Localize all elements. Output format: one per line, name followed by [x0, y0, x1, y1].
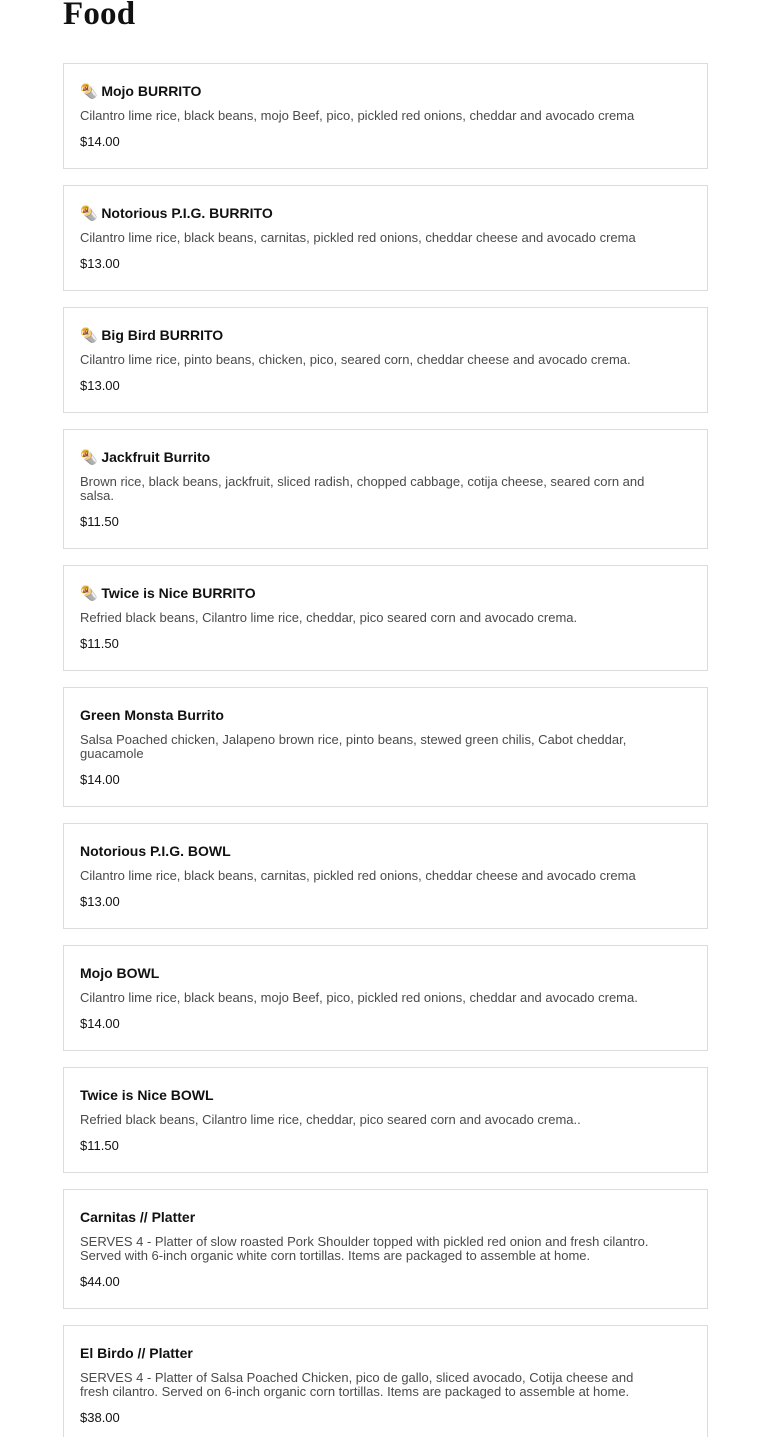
menu-item-price: $14.00: [80, 134, 120, 149]
menu-item-price: $14.00: [80, 772, 120, 787]
menu-item-price: $11.50: [80, 1138, 119, 1153]
menu-item-card[interactable]: [63, 687, 708, 807]
menu-item-card[interactable]: [63, 429, 708, 549]
menu-item-description: SERVES 4 - Platter of slow roasted Pork Shoulder topped with pickled red onion and fresh cilantro. Served with 6-inch organic white corn tortillas. Items are packaged to assemble at home.: [80, 1234, 649, 1263]
section-title: Food: [63, 0, 136, 32]
menu-item-name: 🌯 Jackfruit Burrito: [80, 449, 211, 465]
menu-item-price: $44.00: [80, 1274, 120, 1289]
menu-item-price: $13.00: [80, 894, 120, 909]
menu-item-price: $13.00: [80, 378, 120, 393]
menu-item-description: Cilantro lime rice, black beans, carnitas, pickled red onions, cheddar cheese and avocado crema: [80, 230, 636, 245]
menu-item-name: 🌯 Big Bird BURRITO: [80, 327, 224, 343]
menu-item-description: Brown rice, black beans, jackfruit, sliced radish, chopped cabbage, cotija cheese, seared corn and salsa.: [80, 474, 645, 503]
menu-item-name: Green Monsta Burrito: [80, 707, 224, 723]
menu-item-card[interactable]: [63, 1325, 708, 1437]
menu-item-card[interactable]: [63, 63, 708, 169]
menu-item-price: $11.50: [80, 636, 119, 651]
menu-item-description: Cilantro lime rice, pinto beans, chicken, pico, seared corn, cheddar cheese and avocado crema.: [80, 352, 631, 367]
menu-item-name: Mojo BOWL: [80, 965, 160, 981]
menu-item-description: Salsa Poached chicken, Jalapeno brown rice, pinto beans, stewed green chilis, Cabot cheddar, guacamole: [80, 732, 627, 761]
menu-item-list: [63, 63, 708, 1437]
menu-item-card[interactable]: [63, 945, 708, 1051]
menu-item-card[interactable]: [63, 823, 708, 929]
menu-item-name: 🌯 Notorious P.I.G. BURRITO: [80, 205, 273, 221]
menu-item-description: SERVES 4 - Platter of Salsa Poached Chicken, pico de gallo, sliced avocado, Cotija cheese and fresh cilantro. Served on 6-inch organic corn tortillas. Items are packaged to assemble at home.: [80, 1370, 634, 1399]
menu-item-card[interactable]: [63, 565, 708, 671]
menu-item-price: $14.00: [80, 1016, 120, 1031]
menu-item-name: Twice is Nice BOWL: [80, 1087, 214, 1103]
menu-item-name: Carnitas // Platter: [80, 1209, 196, 1225]
menu-item-description: Refried black beans, Cilantro lime rice, cheddar, pico seared corn and avocado crema..: [80, 1112, 581, 1127]
menu-item-card[interactable]: [63, 1067, 708, 1173]
menu-item-card[interactable]: [63, 307, 708, 413]
menu-item-description: Cilantro lime rice, black beans, mojo Beef, pico, pickled red onions, cheddar and avocado crema: [80, 108, 635, 123]
menu-item-card[interactable]: [63, 185, 708, 291]
menu-item-card[interactable]: [63, 1189, 708, 1309]
menu-item-name: 🌯 Mojo BURRITO: [80, 83, 202, 99]
menu-item-description: Cilantro lime rice, black beans, mojo Beef, pico, pickled red onions, cheddar and avocado crema.: [80, 990, 638, 1005]
menu-item-price: $38.00: [80, 1410, 120, 1425]
menu-item-name: 🌯 Twice is Nice BURRITO: [80, 585, 256, 601]
menu-item-name: El Birdo // Platter: [80, 1345, 193, 1361]
menu-item-description: Refried black beans, Cilantro lime rice, cheddar, pico seared corn and avocado crema.: [80, 610, 578, 625]
menu-item-description: Cilantro lime rice, black beans, carnitas, pickled red onions, cheddar cheese and avocado crema: [80, 868, 636, 883]
menu-item-name: Notorious P.I.G. BOWL: [80, 843, 231, 859]
menu-item-price: $13.00: [80, 256, 120, 271]
menu-item-price: $11.50: [80, 514, 119, 529]
